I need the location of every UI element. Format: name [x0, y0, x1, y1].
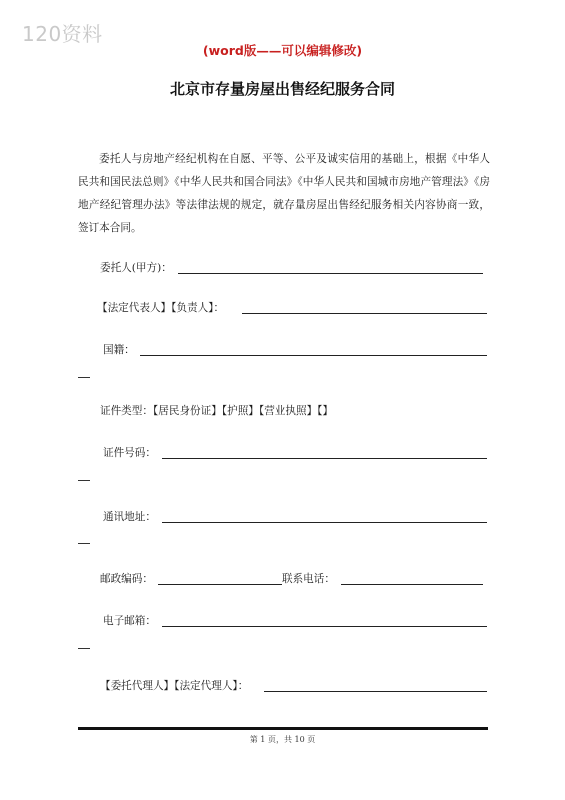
id-type-row	[100, 404, 333, 418]
agent-row	[100, 679, 248, 693]
version-note: (word版——可以编辑修改)	[202, 43, 363, 58]
id-number-row	[103, 446, 156, 460]
nationality-continuation-dash	[78, 377, 90, 378]
legal-rep-label: 【法定代表人】【负责人】：	[97, 302, 225, 314]
email-label: 电子邮箱：	[103, 615, 156, 627]
agent-label: 【委托代理人】【法定代理人】：	[100, 680, 249, 692]
email-row	[103, 614, 156, 628]
legal-rep-row	[97, 301, 224, 315]
page-number: 第 1 页，共 10 页	[249, 735, 316, 744]
nationality-label: 国籍：	[103, 344, 135, 356]
agent-fill-line[interactable]	[264, 679, 487, 692]
intro-paragraph: 委托人与房地产经纪机构在自愿、平等、公平及诚实信用的基础上，根据《中华人民共和国民法总则》《中华人民共和国合同法》《中华人民共和国城市房地产管理法》《房地产经纪管理办法》等法律法规的规定，就存量房屋出售经纪服务相关内容协商一致，签订本合同。	[78, 153, 490, 234]
id-number-fill-line[interactable]	[162, 446, 487, 459]
id-number-continuation-dash	[78, 480, 90, 481]
postal-code-fill-line[interactable]	[158, 572, 282, 585]
address-fill-line[interactable]	[162, 510, 487, 523]
document-title: 北京市存量房屋出售经纪服务合同	[169, 80, 395, 98]
principal-row	[100, 261, 172, 275]
address-label: 通讯地址：	[103, 511, 156, 523]
id-type-label: 证件类型：【居民身份证】【护照】【营业执照】【】	[100, 405, 334, 417]
phone-fill-line[interactable]	[341, 572, 483, 585]
watermark-logo: 120资料	[22, 22, 103, 46]
nationality-fill-line[interactable]	[140, 343, 487, 356]
footer-rule	[78, 727, 488, 730]
email-fill-line[interactable]	[162, 614, 487, 627]
email-continuation-dash	[78, 648, 90, 649]
legal-rep-fill-line[interactable]	[242, 301, 487, 314]
nationality-row	[103, 343, 135, 357]
address-row	[103, 510, 156, 524]
principal-fill-line[interactable]	[178, 261, 483, 274]
postal-code-label: 邮政编码：	[100, 573, 153, 585]
id-number-label: 证件号码：	[103, 447, 156, 459]
phone-row	[282, 572, 335, 586]
address-continuation-dash	[78, 543, 90, 544]
postal-code-row	[100, 572, 153, 586]
principal-label: 委托人(甲方)：	[100, 262, 172, 274]
phone-label: 联系电话：	[282, 573, 335, 585]
